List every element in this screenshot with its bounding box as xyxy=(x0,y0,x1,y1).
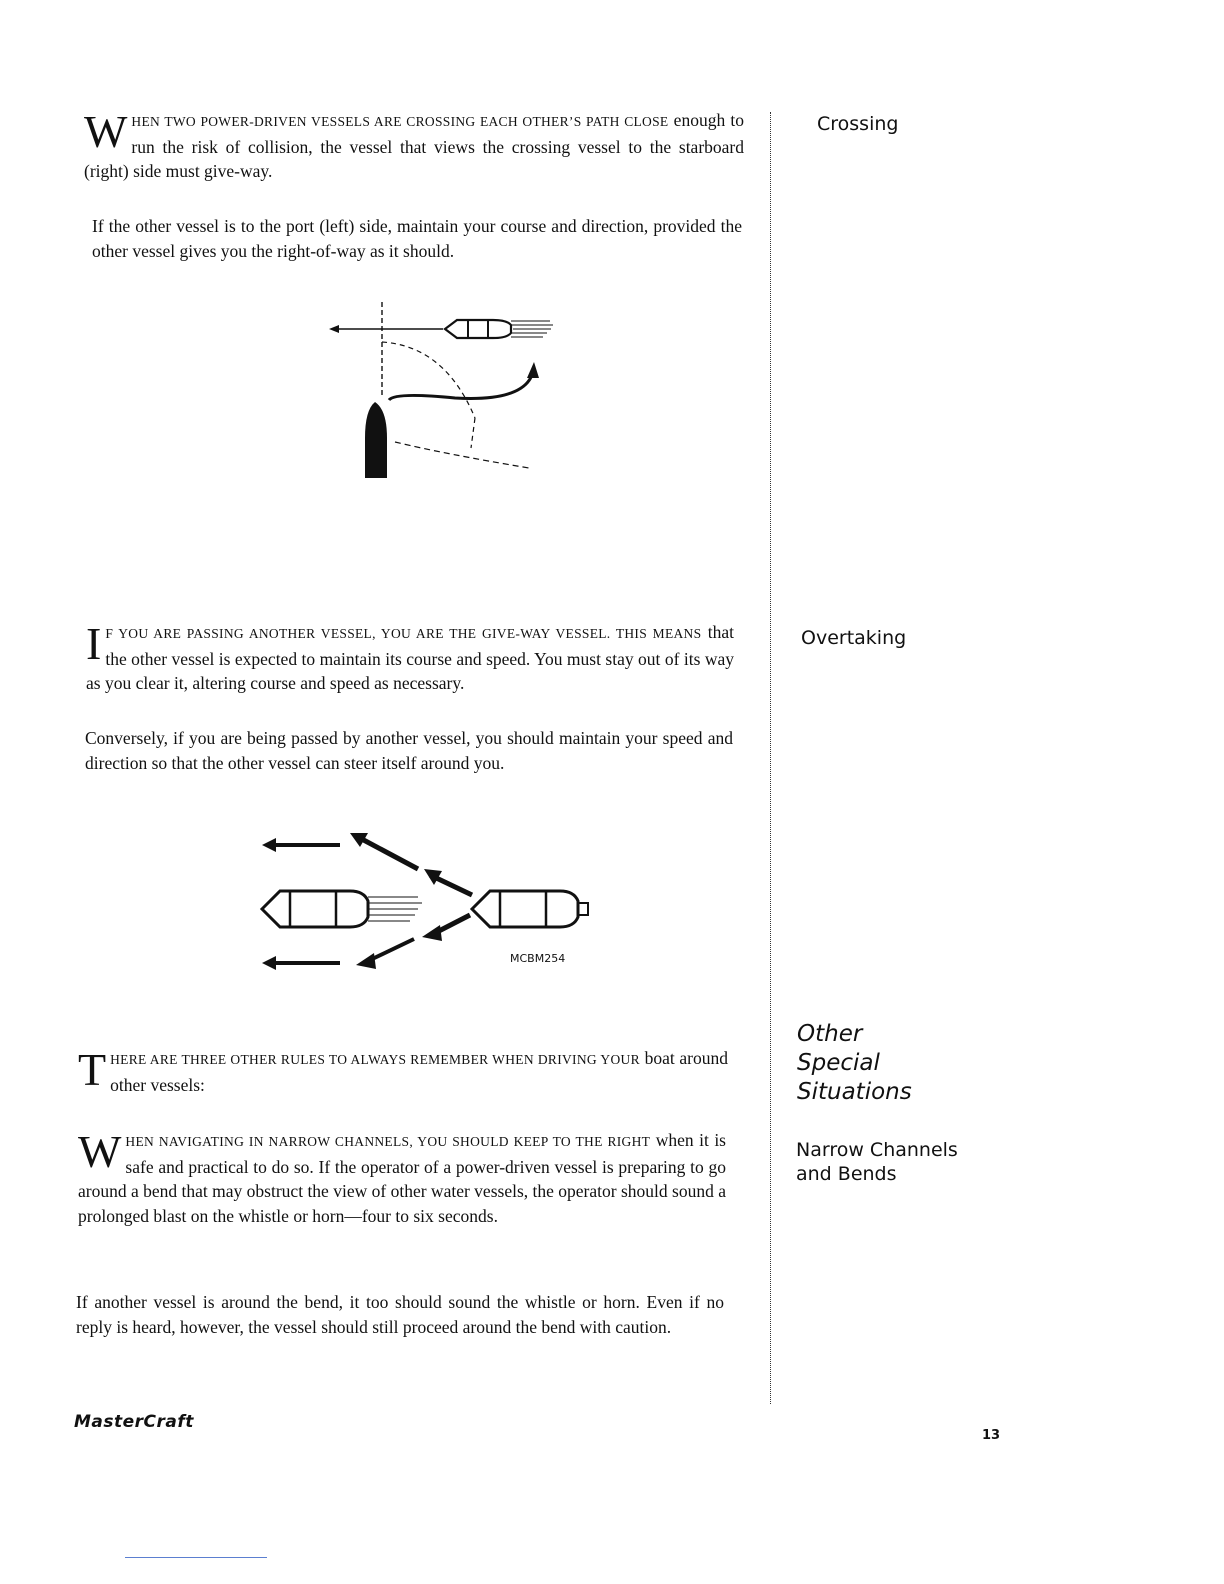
drop-cap: W xyxy=(78,1126,122,1177)
small-caps-lead: F YOU ARE PASSING ANOTHER VESSEL, YOU ARE THE GIVE-WAY VESSEL. THIS MEANS xyxy=(105,626,702,641)
paragraph-text: boat around other vessels: xyxy=(110,1048,728,1095)
crossing-boat-icon xyxy=(445,320,511,338)
sidebar-heading-crossing: Crossing xyxy=(817,113,899,135)
drop-cap: T xyxy=(78,1044,107,1095)
passed-boat-icon xyxy=(472,891,578,927)
arrow-diagonal xyxy=(368,939,414,961)
wake-icon xyxy=(511,321,553,337)
paragraph-text: when it is safe and practical to do so. If the operator of a power-driven vessel is preparing to go around a bend that may obstruct the view of other water vessels, the operator should sound a prolonged blast on the whistle or horn—four to six seconds. xyxy=(78,1130,726,1226)
overtaking-paragraph-1 xyxy=(86,620,734,696)
crossing-paragraph-2: If the other vessel is to the port (left) side, maintain your course and direction, provided the other vessel gives you the right-of-way as it should. xyxy=(92,216,742,261)
arrow-diagonal xyxy=(358,837,418,869)
arrow-left-icon xyxy=(262,956,276,970)
dashed-heading-line xyxy=(395,442,529,468)
sidebar-heading-other-special-situations xyxy=(797,1020,912,1107)
paragraph-text: enough to run the risk of collision, the vessel that views the crossing vessel to the starboard (right) side must give-way. xyxy=(84,110,744,181)
passing-boat-icon xyxy=(262,891,368,927)
give-way-path xyxy=(389,372,533,400)
arrow-left-icon xyxy=(329,325,339,333)
sidebar-other-line-3: Situations xyxy=(797,1079,912,1105)
sidebar-narrow-line-2: and Bends xyxy=(796,1163,897,1185)
crossing-paragraph-1 xyxy=(84,108,744,184)
arrow-up-icon xyxy=(527,362,539,378)
arrow-left-icon xyxy=(262,838,276,852)
small-caps-lead: HERE ARE THREE OTHER RULES TO ALWAYS REMEMBER WHEN DRIVING YOUR xyxy=(110,1052,640,1067)
crossing-diagram xyxy=(325,298,565,488)
drop-cap: W xyxy=(84,106,128,157)
narrow-channels-paragraph-1 xyxy=(78,1128,726,1228)
small-caps-lead: HEN TWO POWER-DRIVEN VESSELS ARE CROSSING EACH OTHER’S PATH CLOSE xyxy=(131,114,669,129)
arrow-down-left-icon xyxy=(422,925,442,941)
dashed-arc xyxy=(382,342,475,418)
brand-logo: MasterCraft xyxy=(74,1412,194,1432)
page-number: 13 xyxy=(982,1428,1001,1443)
column-divider xyxy=(770,112,771,1404)
sidebar-heading-overtaking: Overtaking xyxy=(801,627,907,649)
narrow-channels-paragraph-2: If another vessel is around the bend, it too should sound the whistle or horn. Even if no reply is heard, however, the vessel should still proceed around the bend with caution. xyxy=(76,1292,724,1337)
dashed-line xyxy=(471,418,475,448)
sidebar-other-line-1: Other xyxy=(797,1021,863,1047)
figure-code: MCBM254 xyxy=(510,952,566,965)
give-way-boat-icon xyxy=(365,402,387,478)
small-caps-lead: HEN NAVIGATING IN NARROW CHANNELS, YOU SHOULD KEEP TO THE RIGHT xyxy=(125,1134,651,1149)
arrow-down-left-icon xyxy=(356,953,376,969)
bottom-rule xyxy=(125,1557,267,1558)
sidebar-heading-narrow-channels xyxy=(796,1138,958,1186)
sidebar-other-line-2: Special xyxy=(797,1050,880,1076)
wake-icon xyxy=(368,897,422,921)
overtaking-paragraph-2: Conversely, if you are being passed by another vessel, you should maintain your speed and direction so that the other vessel can steer itself around you. xyxy=(85,728,733,773)
other-rules-paragraph xyxy=(78,1046,728,1097)
paragraph-text: that the other vessel is expected to maintain its course and speed. You must stay out of its way as you clear it, altering course and speed as necessary. xyxy=(86,622,734,693)
sidebar-narrow-line-1: Narrow Channels xyxy=(796,1139,958,1161)
drop-cap: I xyxy=(86,618,102,669)
